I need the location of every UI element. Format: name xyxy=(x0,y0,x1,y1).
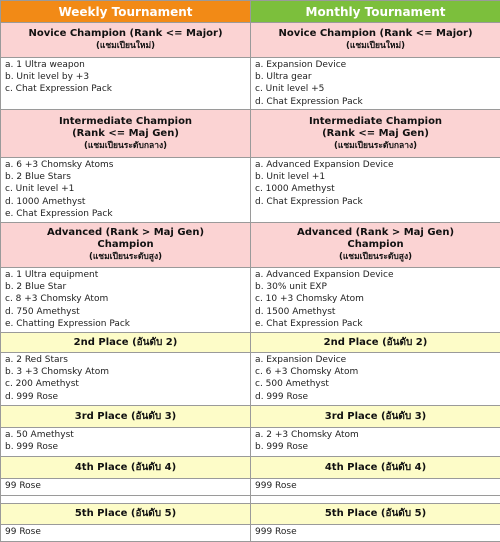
reward-item: b. 2 Blue Stars xyxy=(5,171,246,183)
reward-item: d. 1000 Amethyst xyxy=(5,196,246,208)
weekly-advanced-title-line2: Champion xyxy=(5,239,246,251)
weekly-novice-items xyxy=(1,58,251,110)
weekly-fifth-place-items xyxy=(1,525,251,542)
monthly-novice-items xyxy=(251,58,500,110)
advanced-items-row xyxy=(1,268,500,333)
reward-item: b. 2 Blue Star xyxy=(5,281,246,293)
reward-item: c. 6 +3 Chomsky Atom xyxy=(255,366,496,378)
reward-item: d. 999 Rose xyxy=(255,391,496,403)
reward-item: b. 999 Rose xyxy=(255,441,496,453)
monthly-novice-title xyxy=(251,23,500,58)
intermediate-title-row xyxy=(1,110,500,158)
reward-item: c. Chat Expression Pack xyxy=(5,83,246,95)
reward-item: 999 Rose xyxy=(255,480,496,492)
weekly-intermediate-title-line2: (Rank <= Maj Gen) xyxy=(5,128,246,140)
monthly-intermediate-title-line2: (Rank <= Maj Gen) xyxy=(255,128,496,140)
weekly-advanced-title xyxy=(1,223,251,268)
intermediate-items-row xyxy=(1,158,500,223)
weekly-third-place-title: 3rd Place (อันดับ 3) xyxy=(1,406,251,428)
reward-item: c. Unit level +1 xyxy=(5,183,246,195)
monthly-advanced-title-line2: Champion xyxy=(255,239,496,251)
weekly-fourth-place-items xyxy=(1,479,251,496)
reward-item: b. 3 +3 Chomsky Atom xyxy=(5,366,246,378)
reward-item: c. Unit level +5 xyxy=(255,83,496,95)
reward-item: a. Expansion Device xyxy=(255,59,496,71)
reward-item: 99 Rose xyxy=(5,526,246,538)
monthly-novice-subtitle: (แชมเปียนใหม่) xyxy=(255,40,496,52)
reward-item: d. 750 Amethyst xyxy=(5,306,246,318)
monthly-second-place-title: 2nd Place (อันดับ 2) xyxy=(251,333,500,353)
weekly-advanced-subtitle: (แชมเปียนระดับสูง) xyxy=(5,251,246,263)
reward-item: a. Expansion Device xyxy=(255,354,496,366)
weekly-spacer xyxy=(1,496,251,504)
reward-item: d. Chat Expression Pack xyxy=(255,96,496,108)
weekly-novice-title xyxy=(1,23,251,58)
reward-item: a. 1 Ultra equipment xyxy=(5,269,246,281)
second-place-items-row xyxy=(1,353,500,406)
monthly-advanced-title-line1: Advanced (Rank > Maj Gen) xyxy=(255,227,496,239)
weekly-third-place-items xyxy=(1,428,251,457)
weekly-fourth-place-title: 4th Place (อันดับ 4) xyxy=(1,457,251,479)
monthly-second-place-items xyxy=(251,353,500,406)
monthly-fifth-place-title: 5th Place (อันดับ 5) xyxy=(251,504,500,525)
monthly-fourth-place-items xyxy=(251,479,500,496)
monthly-novice-title-text: Novice Champion (Rank <= Major) xyxy=(255,28,496,40)
monthly-intermediate-subtitle: (แชมเปียนระดับกลาง) xyxy=(255,140,496,152)
novice-items-row xyxy=(1,58,500,110)
weekly-second-place-items xyxy=(1,353,251,406)
monthly-intermediate-title-line1: Intermediate Champion xyxy=(255,116,496,128)
fifth-place-items-row xyxy=(1,525,500,542)
monthly-fifth-place-items xyxy=(251,525,500,542)
reward-item: c. 1000 Amethyst xyxy=(255,183,496,195)
reward-item: b. 30% unit EXP xyxy=(255,281,496,293)
monthly-spacer xyxy=(251,496,500,504)
monthly-fourth-place-title: 4th Place (อันดับ 4) xyxy=(251,457,500,479)
reward-item: 99 Rose xyxy=(5,480,246,492)
weekly-novice-title-text: Novice Champion (Rank <= Major) xyxy=(5,28,246,40)
third-place-items-row xyxy=(1,428,500,457)
weekly-second-place-title: 2nd Place (อันดับ 2) xyxy=(1,333,251,353)
reward-item: b. Unit level +1 xyxy=(255,171,496,183)
monthly-tournament-header: Monthly Tournament xyxy=(251,1,500,23)
reward-item: a. 1 Ultra weapon xyxy=(5,59,246,71)
reward-item: b. Ultra gear xyxy=(255,71,496,83)
monthly-intermediate-items xyxy=(251,158,500,223)
weekly-advanced-title-line1: Advanced (Rank > Maj Gen) xyxy=(5,227,246,239)
fourth-place-title-row xyxy=(1,457,500,479)
weekly-intermediate-title-line1: Intermediate Champion xyxy=(5,116,246,128)
reward-item: e. Chatting Expression Pack xyxy=(5,318,246,330)
weekly-intermediate-subtitle: (แชมเปียนระดับกลาง) xyxy=(5,140,246,152)
monthly-intermediate-title xyxy=(251,110,500,158)
monthly-third-place-items xyxy=(251,428,500,457)
reward-item: e. Chat Expression Pack xyxy=(5,208,246,220)
reward-item: a. 2 Red Stars xyxy=(5,354,246,366)
reward-item: c. 500 Amethyst xyxy=(255,378,496,390)
monthly-advanced-subtitle: (แชมเปียนระดับสูง) xyxy=(255,251,496,263)
reward-item: a. 50 Amethyst xyxy=(5,429,246,441)
reward-item: a. 2 +3 Chomsky Atom xyxy=(255,429,496,441)
weekly-fifth-place-title: 5th Place (อันดับ 5) xyxy=(1,504,251,525)
weekly-intermediate-title xyxy=(1,110,251,158)
monthly-advanced-items xyxy=(251,268,500,333)
spacer-row xyxy=(1,496,500,504)
reward-item: c. 8 +3 Chomsky Atom xyxy=(5,293,246,305)
weekly-novice-subtitle: (แชมเปียนใหม่) xyxy=(5,40,246,52)
fifth-place-title-row xyxy=(1,504,500,525)
novice-title-row xyxy=(1,23,500,58)
header-row xyxy=(1,1,500,23)
reward-item: e. Chat Expression Pack xyxy=(255,318,496,330)
advanced-title-row xyxy=(1,223,500,268)
reward-item: 999 Rose xyxy=(255,526,496,538)
monthly-third-place-title: 3rd Place (อันดับ 3) xyxy=(251,406,500,428)
weekly-intermediate-items xyxy=(1,158,251,223)
weekly-tournament-header: Weekly Tournament xyxy=(1,1,251,23)
reward-item: a. 6 +3 Chomsky Atoms xyxy=(5,159,246,171)
fourth-place-items-row xyxy=(1,479,500,496)
reward-item: c. 200 Amethyst xyxy=(5,378,246,390)
reward-item: d. 999 Rose xyxy=(5,391,246,403)
reward-item: a. Advanced Expansion Device xyxy=(255,159,496,171)
reward-item: b. Unit level by +3 xyxy=(5,71,246,83)
monthly-advanced-title xyxy=(251,223,500,268)
third-place-title-row xyxy=(1,406,500,428)
reward-item: a. Advanced Expansion Device xyxy=(255,269,496,281)
reward-item: d. 1500 Amethyst xyxy=(255,306,496,318)
weekly-advanced-items xyxy=(1,268,251,333)
reward-item: d. Chat Expression Pack xyxy=(255,196,496,208)
reward-item: b. 999 Rose xyxy=(5,441,246,453)
reward-item: c. 10 +3 Chomsky Atom xyxy=(255,293,496,305)
second-place-title-row xyxy=(1,333,500,353)
